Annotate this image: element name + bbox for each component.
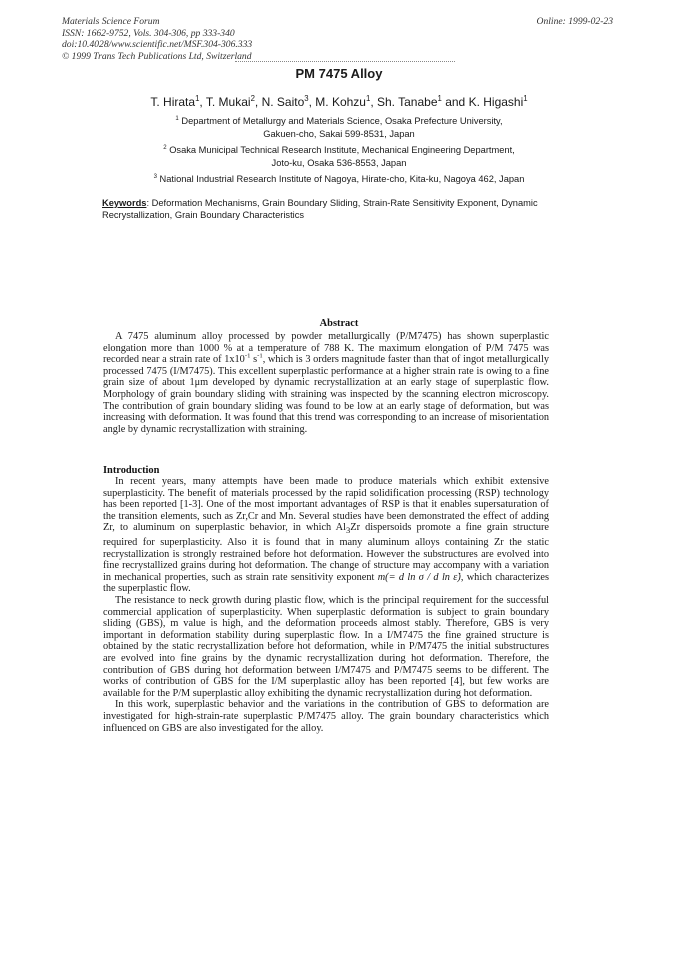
author-name: K. Higashi [468,95,524,109]
affiliation-line: Gakuen-cho, Sakai 599-8531, Japan [263,128,415,139]
affiliation-1 [0,115,678,140]
intro-paragraph-2: The resistance to neck growth during plastic flow, which is the principal requirement for the successful commercial application of superplasticity. When superplastic deformation is subject to grain boundary sliding (GBS), m value is high, and the deformation proceeds almost stably. Therefore, GBS is very important in deformation stability during superplastic flow. In a I/M7475 the fine grained structure is obtained by the static recrystallization before hot deformation, while in P/M7475 the initial substructures are evolved into fine grains by the dynamic recrystallization during hot deformation. Therefore, the contribution of GBS during hot deformation between I/M7475 and P/M7475 seems to be different. The works of contribution of GBS for the I/M superplastic alloy has been reported [4], but few works are available for the P/M superplastic alloy exhibiting the dynamic recrystallization during hot deformation. [103,594,549,699]
author-list: T. Hirata$^1$, T. Mukai$^2$, N. Saito$^3$, M. Kohzu$^1$, Sh. Tanabe$^1$ and K. Higashi$^1$ [150,94,528,109]
affil-marker: 1 [195,94,200,103]
journal-name: Materials Science Forum [62,16,160,27]
issn-line: ISSN: 1662-9752, Vols. 304-306, pp 333-340 [62,27,235,39]
citation-block [62,16,252,62]
keywords: Keywords: Deformation Mechanisms, Grain Boundary Sliding, Strain-Rate Sensitivity Exponent, Dynamic Recrystallization, Grain Boundary Characteristics [102,198,538,220]
introduction-heading: Introduction [103,465,160,476]
keywords-label: Keywords [102,198,147,208]
affiliation-3 [0,173,678,186]
affil-marker: 2 [163,144,167,151]
affiliation-line: Osaka Municipal Technical Research Institute, Mechanical Engineering Department, [169,145,515,155]
affil-marker: 2 [250,94,255,103]
author-name: T. Mukai [205,95,251,109]
author-conjunction: and [445,95,466,109]
abstract-paragraph: A 7475 aluminum alloy processed by powder metallurgically (P/M7475) has shown superplastic elongation more than 1000 % at a temperature of 788 K. The maximum elongation of P/M 7475 was recorded near a strain rate of $1x10^{-1}$ $s^{-1}$, which is 3 orders magnitude faster than that of ingot metallurgically processed 7475 (I/M7475). This excellent superplastic performance at a higher strain rate is owing to a fine grain size of about 1μm developed by dynamic recrystallization at an early stage of superplastic flow. Morphology of grain boundary sliding with straining was inspected by the scanning electron microscopy. The contribution of grain boundary sliding was found to be low at an early stage of deformation, but was increasing with deformation. It was found that this trend was corresponding to an increase of misorientation angle by dynamic recrystallization with straining. [103,331,549,435]
affiliation-line: National Industrial Research Institute of Nagoya, Hirate-cho, Kita-ku, Nagoya 462, Japan [159,174,525,184]
introduction-body [103,476,549,734]
author-name: T. Hirata [150,95,196,109]
author-name: M. Kohzu [315,95,366,109]
author-name: Sh. Tanabe [377,95,438,109]
affil-marker: 3 [304,94,309,103]
affil-marker: 1 [365,94,371,103]
abstract-body [103,331,549,435]
paper-title: PM 7475 Alloy [295,66,383,81]
affil-marker: 1 [175,115,179,122]
affil-marker: 1 [523,94,528,103]
intro-paragraph-1: In recent years, many attempts have been made to produce materials which exhibit extensive superplasticity. The benefit of materials processed by the rapid solidification processing (RSP) technology has been reported [1-3]. One of the most important advantages of RSP is that it enables supersaturation of the transition elements, such as Zr,Cr and Mn. Several studies have been demonstrated the effect of adding Zr, to aluminum on superplastic behavior, in which $Al_3Zr$ dispersoids promote a fine grain structure required for superplasticity. Also it is found that in many aluminum alloys containing Zr the static recrystallization is strongly restrained before hot deformation. However the substructures are evolved into fine recrystallized grains during hot deformation. The change of structure may accompany with a variation in mechanical properties, such as strain rate sensitivity exponent m(= d ln σ / d ln ε̇), which characterizes the superplastic flow. [103,476,549,595]
abstract-heading: Abstract [319,318,359,329]
affiliation-line: Joto-ku, Osaka 536-8553, Japan [271,157,407,168]
m-formula: m(= d ln σ / d ln ε̇) [377,571,461,583]
keywords-text: Deformation Mechanisms, Grain Boundary Sliding, Strain-Rate Sensitivity Exponent, Dynamic Recrystallization, Grain Boundary Characteristics [102,198,538,220]
affil-marker: 1 [437,94,442,103]
author-name: N. Saito [261,95,305,109]
online-date: Online: 1999-02-23 [536,16,613,27]
affil-marker: 3 [153,173,157,180]
doi-link[interactable]: doi:10.4028/www.scientific.net/MSF.304-306.333 [62,39,253,50]
intro-paragraph-3: In this work, superplastic behavior and the variations in the contribution of GBS to deformation are investigated for high-strain-rate superplastic P/M7475 alloy. The grain boundary characteristics which influenced on GBS are also investigated for the alloy. [103,699,549,734]
clipped-title-line [235,61,455,64]
copyright-line: © 1999 Trans Tech Publications Ltd, Switzerland [62,50,252,62]
affiliation-2 [0,144,678,169]
affiliation-line: Department of Metallurgy and Materials Science, Osaka Prefecture University, [181,116,503,126]
